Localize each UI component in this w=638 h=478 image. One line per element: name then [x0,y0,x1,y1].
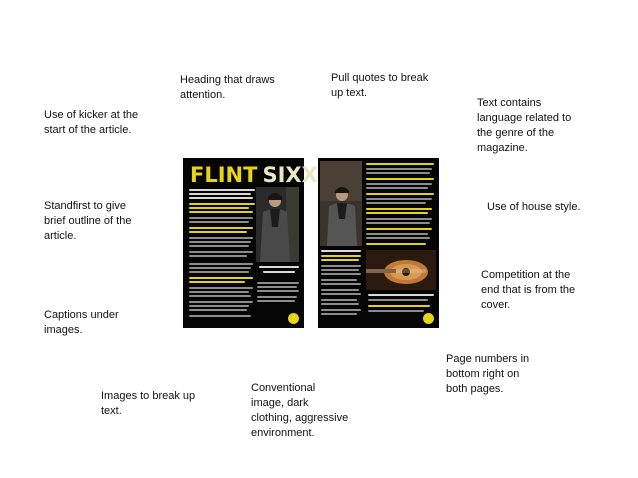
conventional-image-note: Conventional image, dark clothing, aggressive environment. [251,382,349,439]
captions-note: Captions under images. [44,309,119,336]
page-numbers-note: Page numbers in bottom right on both pages. [446,353,530,395]
article-photo-left [256,187,299,262]
magazine-page-right [318,158,439,328]
genre-language-note: Text contains language related to the genre of the magazine. [477,97,572,154]
standfirst-note: Standfirst to give brief outline of the article. [44,200,132,242]
house-style-note: Use of house style. [487,201,581,213]
headline-word-flint: FLINT [190,163,258,187]
page-number-left [288,313,299,324]
guitar-photo [366,250,436,290]
page-number-right [423,313,434,324]
magazine-page-left [183,158,318,328]
images-break-note: Images to break up text. [101,390,196,417]
article-photo-right [320,161,362,246]
heading-note: Heading that draws attention. [180,74,275,101]
kicker-note: Use of kicker at the start of the article. [44,109,139,136]
article-headline [190,163,318,187]
headline-word-sixx: SIXX [262,163,318,187]
competition-note: Competition at the end that is from the cover. [481,269,576,311]
pull-quotes-note: Pull quotes to break up text. [331,72,429,99]
